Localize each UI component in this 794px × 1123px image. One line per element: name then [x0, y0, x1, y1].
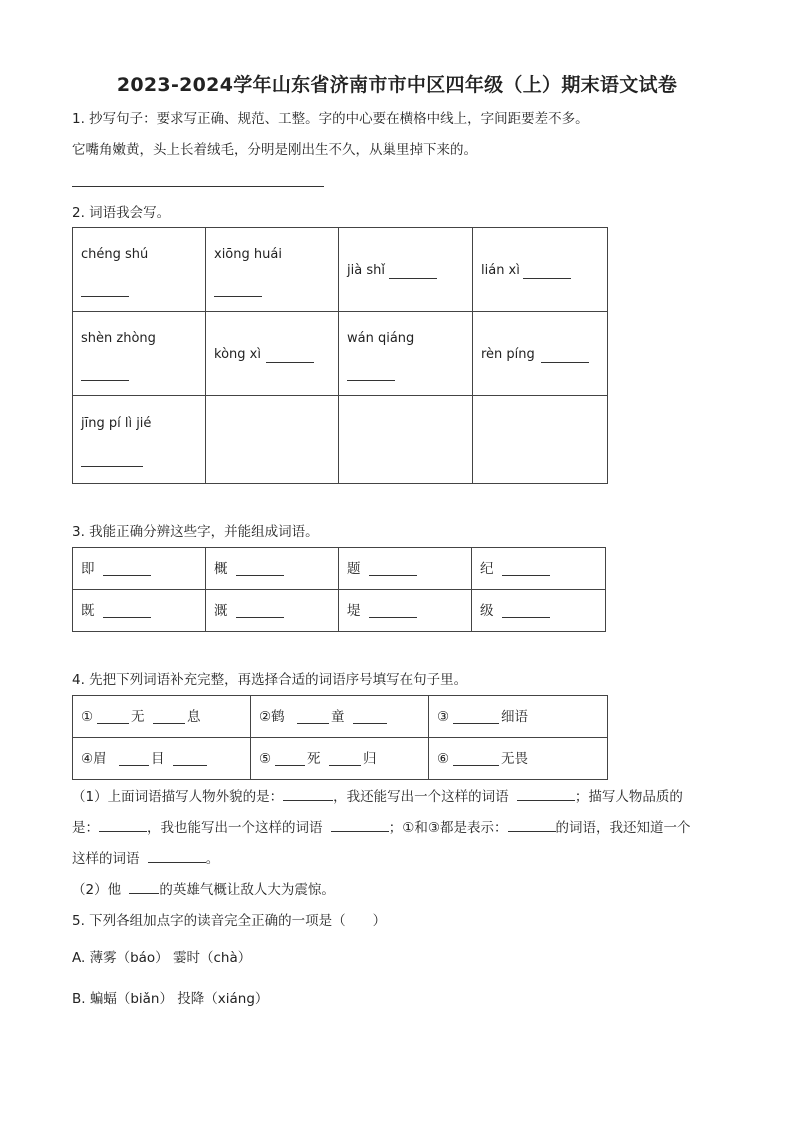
q2-cell[interactable]: wán qiáng — [339, 312, 473, 396]
q4-sub2: （2）他 的英雄气概让敌人大为震惊。 — [72, 882, 335, 898]
blank[interactable] — [508, 819, 556, 832]
q3-cell[interactable]: 即 — [73, 548, 206, 590]
q2-cell[interactable]: kòng xì — [206, 312, 339, 396]
q2-cell-empty — [206, 396, 339, 484]
q4-cell[interactable]: ③ 细语 — [429, 696, 608, 738]
blank[interactable] — [129, 881, 159, 894]
q2-cell[interactable]: chéng shú — [73, 228, 206, 312]
q4-cell[interactable]: ④眉 目 — [73, 738, 251, 780]
q4-idiom-table — [72, 695, 608, 780]
blank[interactable] — [517, 788, 575, 801]
q4-sub1-line2: 是： ，我也能写出一个这样的词语 ；①和③都是表示： 的词语，我还知道一个 — [72, 820, 691, 836]
q3-char-table — [72, 547, 606, 632]
q3-cell[interactable]: 级 — [472, 590, 606, 632]
q3-cell[interactable]: 堤 — [339, 590, 472, 632]
q4-cell[interactable]: ① 无 息 — [73, 696, 251, 738]
q1-answer-line[interactable] — [72, 186, 324, 187]
blank[interactable] — [283, 788, 333, 801]
q2-cell[interactable]: xiōng huái — [206, 228, 339, 312]
q5-prompt: 5. 下列各组加点字的读音完全正确的一项是（ ） — [72, 913, 387, 929]
q3-cell[interactable]: 纪 — [472, 548, 606, 590]
q3-cell[interactable]: 既 — [73, 590, 206, 632]
q2-word-table — [72, 227, 608, 484]
q4-sub1-line1: （1）上面词语描写人物外貌的是： ，我还能写出一个这样的词语 ；描写人物品质的 — [72, 789, 683, 805]
q2-cell[interactable]: lián xì — [473, 228, 608, 312]
q4-cell[interactable]: ⑥ 无畏 — [429, 738, 608, 780]
q3-cell[interactable]: 题 — [339, 548, 472, 590]
page-title: 2023-2024学年山东省济南市市中区四年级（上）期末语文试卷 — [116, 74, 678, 96]
q5-option-a[interactable]: A. 薄雾（báo） 霎时（chà） — [72, 950, 252, 966]
q3-cell[interactable]: 概 — [206, 548, 339, 590]
q2-cell-empty — [473, 396, 608, 484]
q2-cell[interactable]: jià shǐ — [339, 228, 473, 312]
blank[interactable] — [148, 850, 206, 863]
q4-cell[interactable]: ⑤ 死 归 — [251, 738, 429, 780]
q2-cell-empty — [339, 396, 473, 484]
q1-prompt: 1. 抄写句子：要求写正确、规范、工整。字的中心要在横格中线上，字间距要差不多。 — [72, 111, 589, 127]
q2-cell[interactable]: rèn píng — [473, 312, 608, 396]
q3-prompt: 3. 我能正确分辨这些字，并能组成词语。 — [72, 524, 319, 540]
blank[interactable] — [99, 819, 147, 832]
q2-cell[interactable]: jīng pí lì jié — [73, 396, 206, 484]
q2-prompt: 2. 词语我会写。 — [72, 205, 171, 221]
q4-cell[interactable]: ②鹤 童 — [251, 696, 429, 738]
q4-sub1-line3: 这样的词语 。 — [72, 851, 220, 867]
blank[interactable] — [331, 819, 389, 832]
q2-cell[interactable]: shèn zhòng — [73, 312, 206, 396]
q4-prompt: 4. 先把下列词语补充完整，再选择合适的词语序号填写在句子里。 — [72, 672, 468, 688]
q3-cell[interactable]: 溉 — [206, 590, 339, 632]
q5-option-b[interactable]: B. 蝙蝠（biǎn） 投降（xiáng） — [72, 991, 269, 1007]
q1-sentence: 它嘴角嫩黄，头上长着绒毛，分明是刚出生不久，从巢里掉下来的。 — [72, 142, 477, 158]
